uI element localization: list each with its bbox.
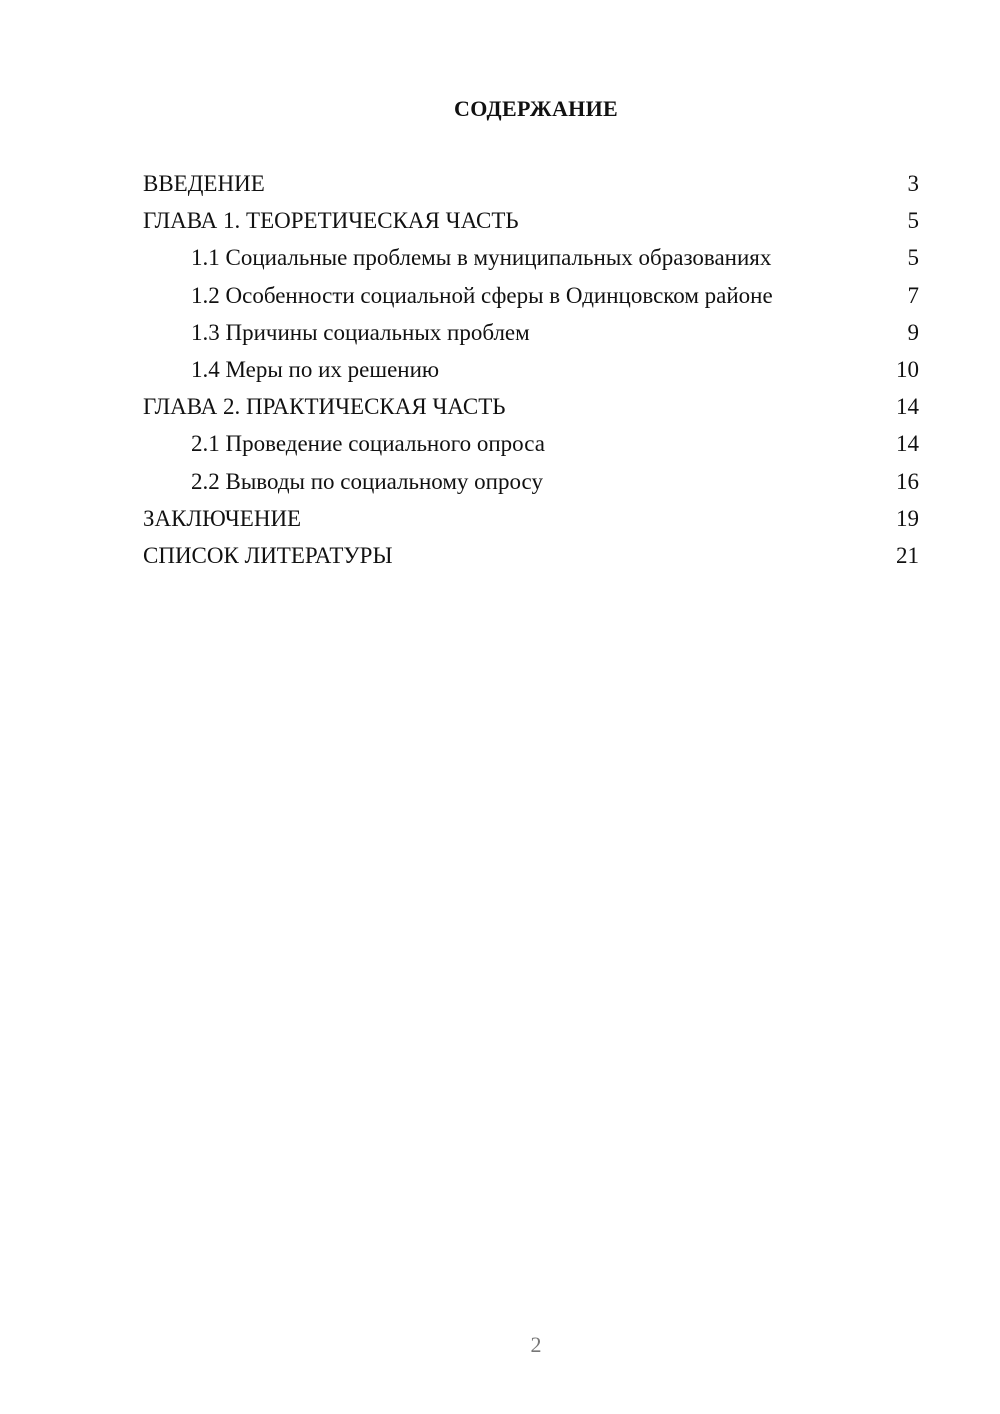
toc-entry-label: 2.2 Выводы по социальному опросу bbox=[191, 468, 543, 494]
toc-entry[interactable] bbox=[143, 205, 919, 242]
toc-entry-label: 1.2 Особенности социальной сферы в Одинцовском районе bbox=[191, 282, 773, 308]
toc-entry-label: 1.3 Причины социальных проблем bbox=[191, 319, 530, 345]
toc-entry-label: СПИСОК ЛИТЕРАТУРЫ bbox=[143, 542, 393, 568]
toc-entry-label: ГЛАВА 2. ПРАКТИЧЕСКАЯ ЧАСТЬ bbox=[143, 394, 506, 420]
toc-subentry[interactable] bbox=[143, 280, 919, 317]
toc-title: СОДЕРЖАНИЕ bbox=[454, 96, 618, 121]
toc-entry-label: ЗАКЛЮЧЕНИЕ bbox=[143, 505, 302, 531]
table-of-contents bbox=[143, 168, 919, 577]
toc-entry-label: 2.1 Проведение социального опроса bbox=[191, 431, 545, 457]
toc-entry-page: 16 bbox=[896, 468, 919, 494]
toc-entry-page: 14 bbox=[896, 394, 919, 420]
toc-entry-page: 5 bbox=[907, 208, 919, 234]
toc-entry-label: 1.4 Меры по их решению bbox=[191, 356, 440, 382]
toc-subentry[interactable] bbox=[143, 317, 919, 354]
toc-entry[interactable] bbox=[143, 540, 919, 577]
toc-entry-page: 5 bbox=[907, 245, 919, 271]
toc-entry-label: ВВЕДЕНИЕ bbox=[143, 171, 265, 196]
toc-entry-page: 21 bbox=[896, 542, 919, 568]
toc-entry[interactable] bbox=[143, 168, 919, 205]
toc-entry-page: 7 bbox=[907, 282, 919, 308]
toc-subentry[interactable] bbox=[143, 354, 919, 391]
toc-entry-page: 14 bbox=[896, 431, 919, 457]
toc-entry-label: 1.1 Социальные проблемы в муниципальных образованиях bbox=[191, 245, 772, 271]
toc-entry-page: 3 bbox=[907, 171, 919, 196]
toc-entry[interactable] bbox=[143, 391, 919, 428]
toc-subentry[interactable] bbox=[143, 242, 919, 279]
page-number: 2 bbox=[530, 1332, 542, 1357]
toc-entry-page: 19 bbox=[896, 505, 919, 531]
toc-entry-page: 10 bbox=[896, 356, 919, 382]
toc-entry-label: ГЛАВА 1. ТЕОРЕТИЧЕСКАЯ ЧАСТЬ bbox=[143, 208, 519, 234]
toc-subentry[interactable] bbox=[143, 428, 919, 465]
toc-subentry[interactable] bbox=[143, 466, 919, 503]
toc-entry-page: 9 bbox=[907, 319, 919, 345]
toc-entry[interactable] bbox=[143, 503, 919, 540]
